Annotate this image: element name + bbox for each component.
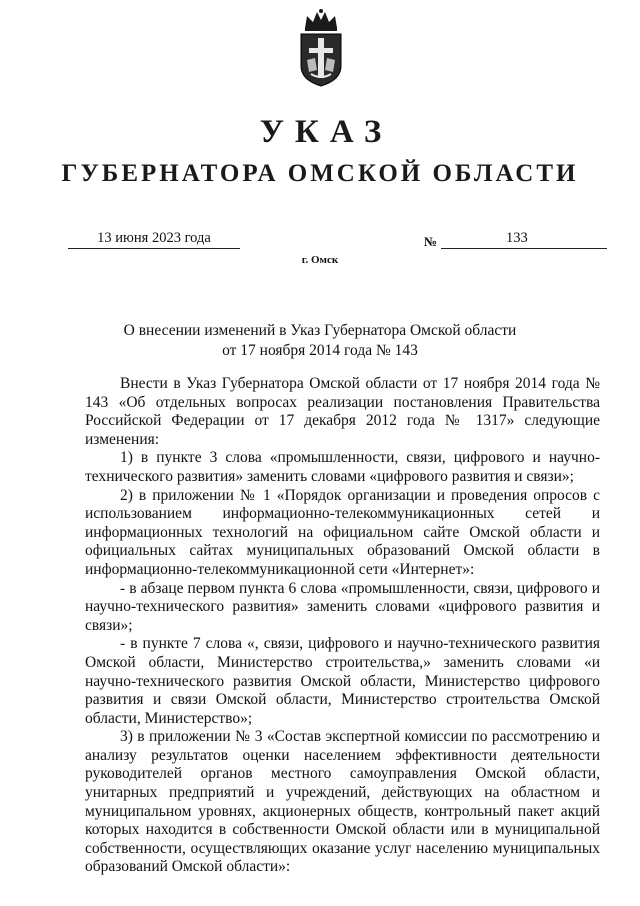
subject-line-2: от 17 ноября 2014 года № 143 <box>222 342 418 359</box>
subject-line-1: О внесении изменений в Указ Губернатора Омской области <box>123 322 517 339</box>
coat-of-arms-icon <box>295 8 347 88</box>
document-body <box>85 375 600 877</box>
paragraph: - в абзаце первом пункта 6 слова «промышленности, связи, цифрового и научно-технического развития» заменить словами «цифрового развития и связи»; <box>85 579 600 634</box>
number-label: № <box>424 234 438 249</box>
document-subtitle: ГУБЕРНАТОРА ОМСКОЙ ОБЛАСТИ <box>61 160 579 187</box>
paragraph: 3) в приложении № 3 «Состав экспертной комиссии по рассмотрению и анализу результатов оценки населением эффективности деятельности руководителей органов местного самоуправления Омской области, унитарных предприятий и учреждений, действующих на областном и муниципальном уровнях, акционерных обществ, контрольный пакет акций которых находится в собственности Омской области или в муниципальной собственности, осуществляющих оказание услуг населению муниципальных образований Омской области»: <box>85 728 600 876</box>
paragraph: Внести в Указ Губернатора Омской области от 17 ноября 2014 года № 143 «Об отдельных вопросах реализации постановления Правительства Российской Федерации от 17 декабря 2012 года № 1317» следующие изменения: <box>85 375 600 448</box>
document-number-field <box>441 230 607 249</box>
paragraph: 2) в приложении № 1 «Порядок организации и проведения опросов с использованием информационно-телекоммуникационных сетей и информационных технологий на официальном сайте Омской области и официальных сайтах муниципальных образований Омской области в информационно-телекоммуникационной сети «Интернет»: <box>85 486 600 578</box>
document-date: 13 июня 2023 года <box>68 230 240 249</box>
document-number: 133 <box>506 230 528 246</box>
paragraph: - в пункте 7 слова «, связи, цифрового и научно-технического развития Омской области, Министерство строительства,» заменить словами «и научно-технического развития Омской области, Министерство цифрового развития и связи Омской области, Министерство строительства Омской области, Министерство»; <box>85 635 600 727</box>
document-title: УКАЗ <box>259 114 393 150</box>
city: г. Омск <box>301 254 339 266</box>
paragraph: 1) в пункте 3 слова «промышленности, связи, цифрового и научно-технического развития» заменить словами «цифрового развития и связи»; <box>85 449 600 485</box>
document-subject <box>80 321 560 361</box>
